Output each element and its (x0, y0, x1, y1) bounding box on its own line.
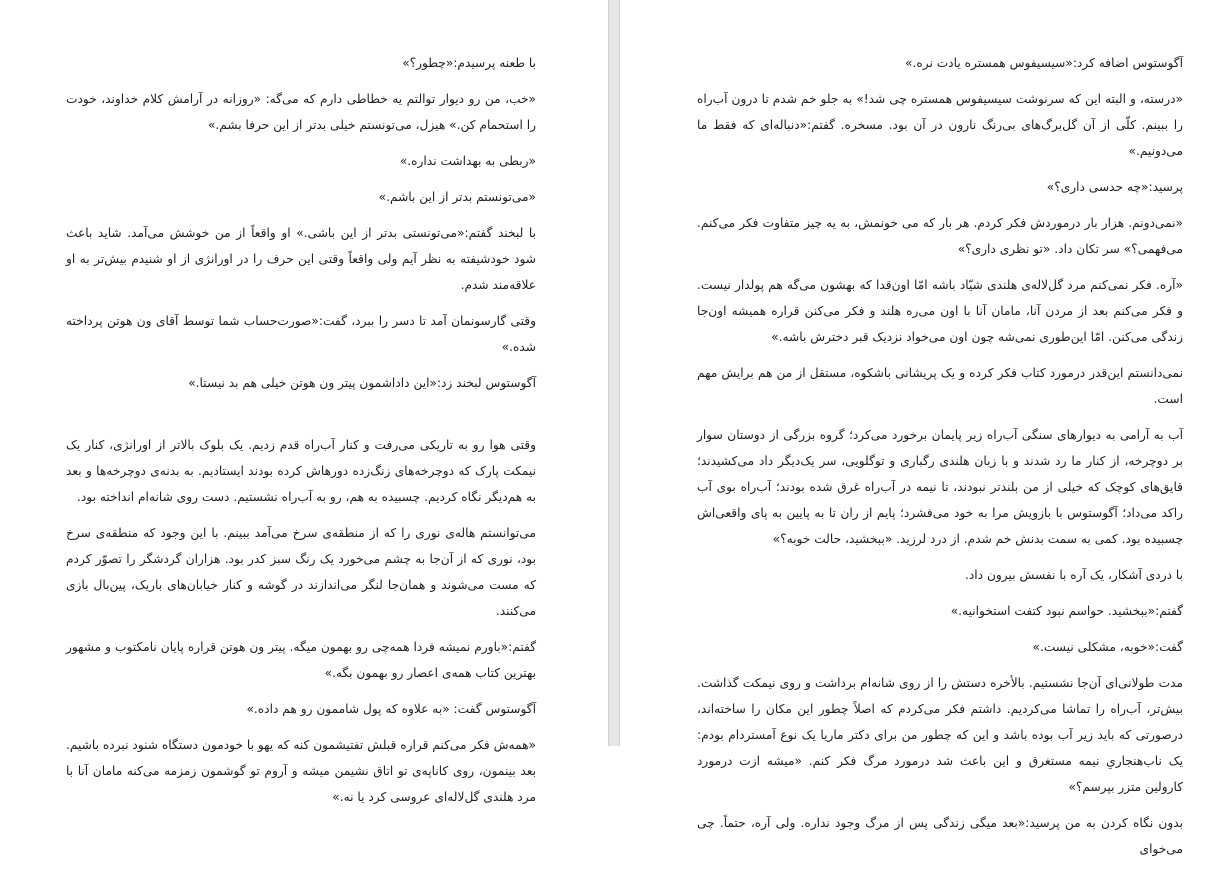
right-page (620, 0, 1210, 856)
paragraph: با دردی آشکار، یک آره با نفسش بیرون داد. (964, 568, 1183, 582)
paragraph: گفتم:«باورم نمیشه فردا همه‌چی رو بهمون میگه. پیتر ون هوتن قراره پایان نامکتوب و مشهور بهترین کتاب همه‌ی اعصار رو بهمون بگه.» (66, 640, 536, 680)
paragraph: وقتی گارسونمان آمد تا دسر را ببرد، گفت:«صورت‌حساب شما توسط آقای ون هوتن پرداخته شده.» (66, 314, 536, 354)
paragraph: گفتم:«ببخشید. حواسم نبود کتفت استخوانیه.» (950, 604, 1183, 618)
paragraph: می‌توانستم هاله‌ی نوری را که از منطقه‌ی سرخ می‌آمد ببینم. با این وجود که منطقه‌ی سرخ بود، نوری که از آن‌جا به چشم می‌خورد یک رنگ سبز کدر بود. هزاران گردشگر را تصوّر کردم که مست می‌شوند و همان‌جا لنگر می‌اندازند در گوشه و کنار خیابان‌های باریک، پین‌بال بازی می‌کنند. (66, 526, 536, 618)
paragraph: آگوستوس گفت: «به علاوه که پول شاممون رو هم داده.» (246, 702, 536, 716)
paragraph: «آره. فکر نمی‌کنم مرد گل‌لاله‌ی هلندی شیّاد باشه امّا اون‌قدا که بهشون می‌گه هم پولدار نیست. و فکر می‌کنم بعد از مردن آنا، مامان آنا با اون می‌ره هلند و فکر می‌کنن قراره همیشه اون‌جا زندگی می‌کنن. امّا این‌طوری نمی‌شه چون اون می‌خواد نزدیک قبر دخترش باشه.» (697, 278, 1183, 344)
right-page-text (697, 50, 1183, 872)
paragraph: «خب، من رو دیوار توالتم یه خطاطی دارم که می‌گه: «روزانه در آرامش کلام خداوند، خودت را استحمام کن.» هیزل، می‌تونستم خیلی بدتر از این حرفا بشم.» (66, 92, 536, 132)
paragraph: آب به آرامی به دیوارهای سنگی آب‌راه زیر پایمان برخورد می‌کرد؛ گروه بزرگی از دوستان سوار بر دوچرخه، از کنار ما رد شدند و با زبان هلندی رگباری و توگلویی، سر یک‌دیگر داد می‌کشیدند؛ قایق‌های کوچک که خیلی از من بلندتر نبودند، تا نیمه در آب‌راه غرق شده بودند؛ آب‌راه بوی آب راکد می‌داد؛ آگوستوس با بازویش مرا به خود می‌فشرد؛ پایم از ران تا به پایین به پای واقعی‌اش چسبیده بود. کمی به سمت بدنش خم شدم. از درد لرزید. «ببخشید، حالت خوبه؟» (697, 428, 1183, 546)
paragraph: با طعنه پرسیدم:«چطور؟» (402, 56, 536, 70)
paragraph: نمی‌دانستم این‌قدر درمورد کتاب فکر کرده و یک پریشانی باشکوه، مستقل از من هم برایش مهم است. (697, 366, 1183, 406)
paragraph: وقتی هوا رو به تاریکی می‌رفت و کنار آب‌راه قدم زدیم. یک بلوک بالاتر از اورانژی، کنار یک نیمکت پارک که دوچرخه‌های زنگ‌زده دورهاش کرده بودند ایستادیم. به بدنه‌ی دوچرخه‌ها و بعد به هم‌دیگر نگاه کردیم. چسبیده به هم، رو به آب‌راه نشستیم. دست روی شانه‌ام انداخته بود. (66, 438, 536, 504)
page-gutter (608, 0, 620, 746)
paragraph: مدت طولانی‌ای آن‌جا نشستیم. بالأخره دستش را از روی شانه‌ام برداشت و روی نیمکت گذاشت. بیش‌تر، آب‌راه را تماشا می‌کردیم. داشتم فکر می‌کردم که اصلاً چطور این مکان را ساخته‌اند، درصورتی که باید زیر آب بوده باشد و این که چطور من برای دکتر ماریا یک نوع آمستردام بودم: یک ناب‌هنجاریِ نیمه مستغرق و این باعث شد درمورد مرگ فکر کنم. «میشه ازت درمورد کارولین متزر بپرسم؟» (697, 676, 1183, 794)
paragraph: آگوستوس اضافه کرد:«سیسیفوس همستره یادت نره.» (905, 56, 1183, 70)
paragraph: «درسته، و البته این که سرنوشت سیسیفوس همستره چی شد!» به جلو خم شدم تا درون آب‌راه را ببینم. کلّی از آن گل‌برگ‌های بی‌رنگ نارون در آن بود. مسخره. گفتم:«دنباله‌ای که فقط ما می‌دونیم.» (697, 92, 1183, 158)
left-page-text (66, 50, 536, 820)
paragraph: «نمی‌دونم. هزار بار درموردش فکر کردم. هر بار که می خونمش، به یه چیز متفاوت فکر می‌کنم. می‌فهمی؟» سر تکان داد. «تو نظری داری؟» (697, 216, 1183, 256)
paragraph: با لبخند گفتم:«می‌تونستی بدتر از این باشی.» او واقعاً از من خوشش می‌آمد. شاید باعث شود خودشیفته به نظر آیم ولی واقعاً وقتی این حرف را در اورانژی از او شنیدم بیش‌تر به او علاقه‌مند شدم. (66, 226, 536, 292)
left-page (0, 0, 608, 804)
paragraph: گفت:«خوبه، مشکلی نیست.» (1032, 640, 1183, 654)
paragraph: پرسید:«چه حدسی داری؟» (1046, 180, 1183, 194)
paragraph: آگوستوس لبخند زد:«این داداشمون پیتر ون هوتن خیلی هم بد نیستا.» (188, 376, 536, 390)
paragraph: بدون نگاه کردن به من پرسید:«بعد میگی زندگی پس از مرگ وجود نداره. ولی آره، حتماً. چی می‌خوای (697, 816, 1183, 856)
paragraph: «می‌تونستم بدتر از این باشم.» (378, 190, 536, 204)
paragraph: «همه‌ش فکر می‌کنم قراره قبلش تفتیشمون کنه که یهو با خودمون دستگاه شنود نبرده باشیم. بعد بینمون، روی کاناپه‌ی تو اتاق نشیمن میشه و آروم تو گوشمون زمزمه می‌کنه مامان آنا با مرد هلندی گل‌لاله‌ای عروسی کرد یا نه.» (66, 738, 536, 804)
paragraph: «ربطی به بهداشت نداره.» (399, 154, 536, 168)
